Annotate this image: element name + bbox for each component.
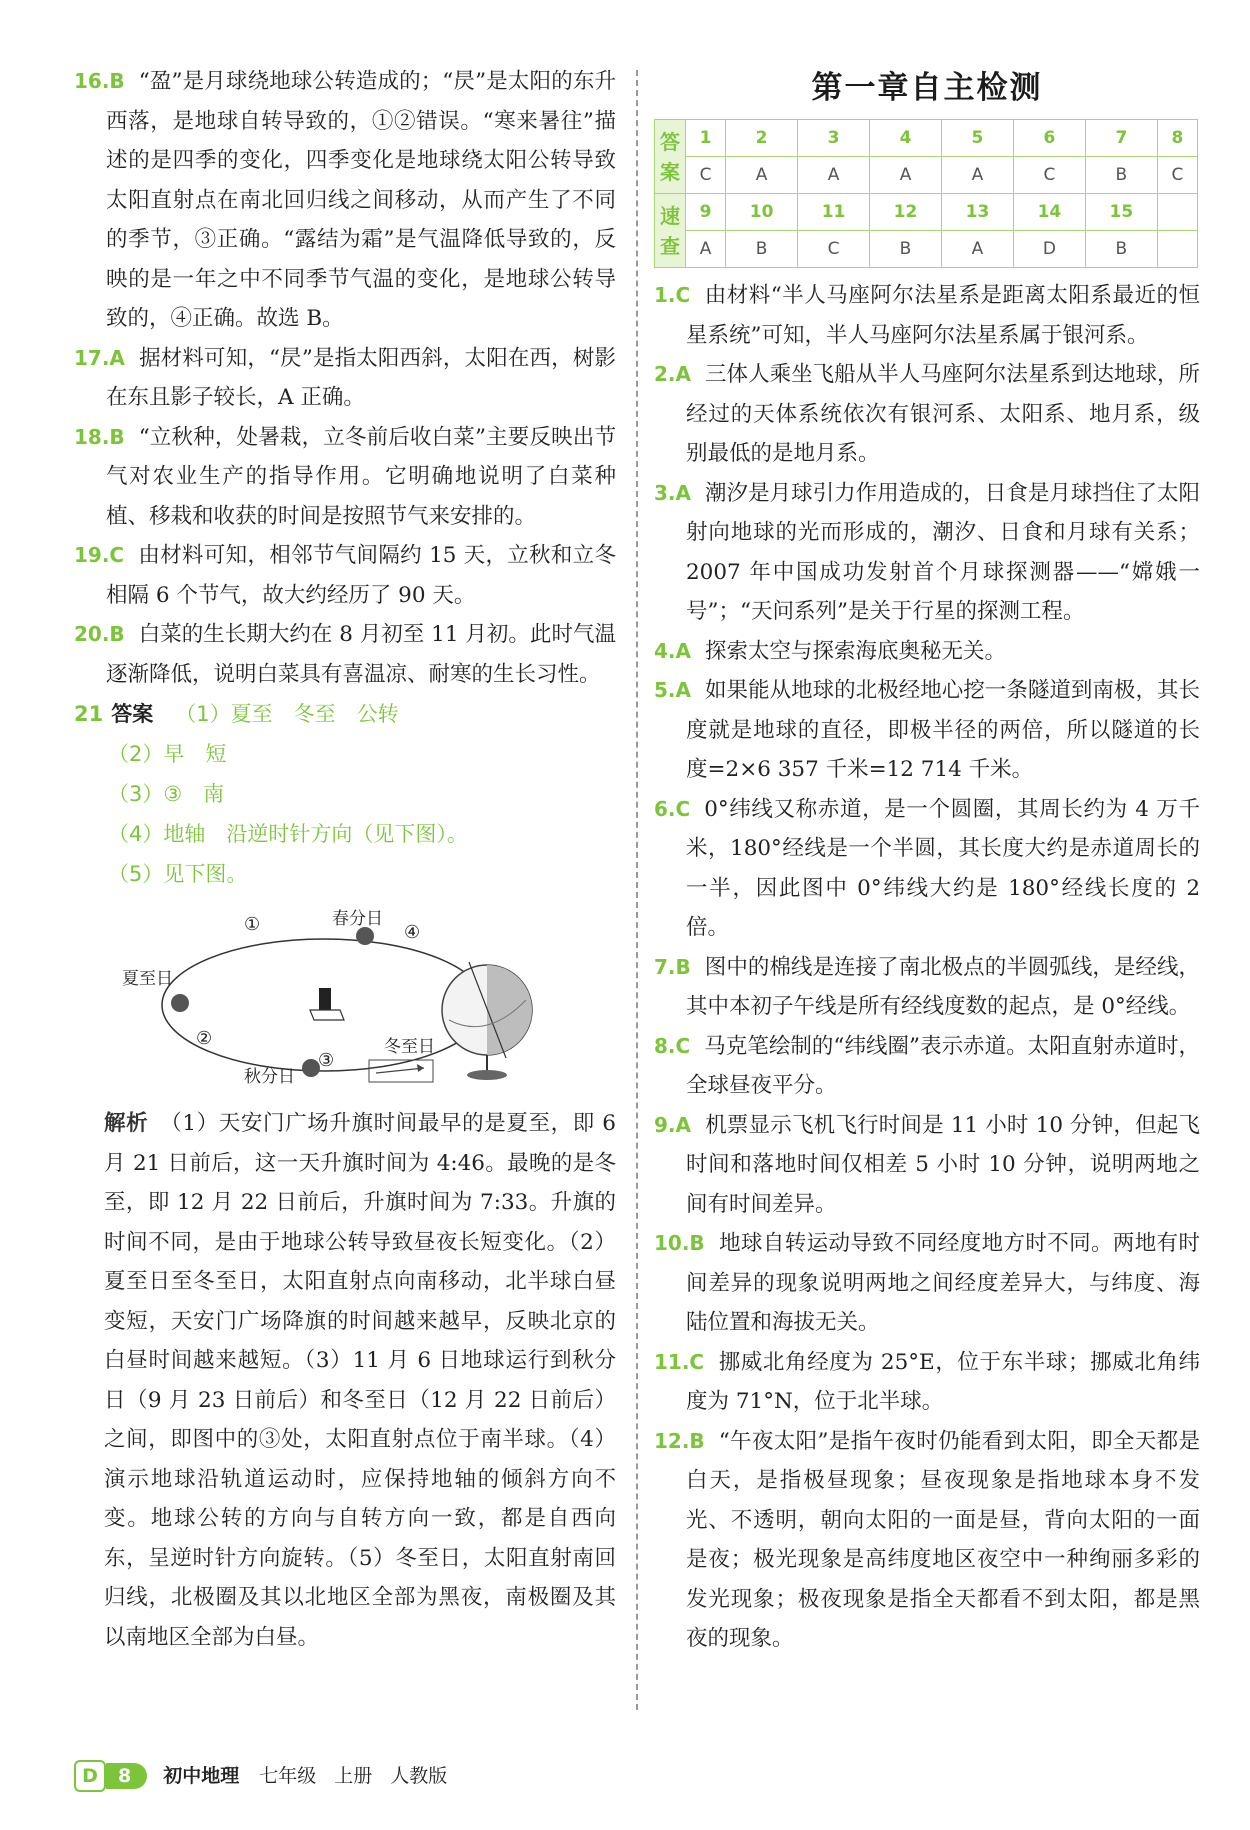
q-num: 5 <box>941 120 1013 157</box>
q-num: 15 <box>1085 194 1157 231</box>
q-num: 6 <box>1013 120 1085 157</box>
analysis-21: 解析 （1）天安门广场升旗时间最早的是夏至，即 6 月 21 日前后，这一天升旗时间为 4:46。最晚的是冬至，即 12 月 22 日前后，升旗时间为 7:33。升旗的时间不同，是由于地球公转导致昼夜长短变化。（2）夏至日至冬至日，太阳直射点向南移动，北半球白昼变短，天安门广场降旗的时间越来越早，反映北京的白昼时间越来越短。（3）11 月 6 日地球运行到秋分日（9 月 23 日前后）和冬至日（12 月 22 日前后）之间，即图中的③处，太阳直射点位于南半球。（4）演示地球沿轨道运动时，应保持地轴的倾斜方向不变。地球公转的方向与自转方向一致，都是自西向东，呈逆时针方向旋转。（5）冬至日，太阳直射南回归线，北极圈及其以北地区全部为黑夜，南极圈及其以南地区全部为白昼。 <box>104 1111 616 1650</box>
q-num: 3 <box>798 120 870 157</box>
footer-volume: 上册 <box>334 1765 373 1787</box>
q-num: 10 <box>726 194 798 231</box>
footer-grade: 七年级 <box>259 1765 317 1787</box>
answer-3: 3.A 潮汐是月球引力作用造成的，日食是月球挡住了太阳射向地球的光而形成的，潮汐、日食和月球有关系；2007 年中国成功发射首个月球探测器——“嫦娥一号”；“天问系列”是关于行星的探测工程。 <box>654 480 1200 624</box>
q-num: 1 <box>686 120 726 157</box>
q-num: 4 <box>870 120 942 157</box>
quick-side-label: 速 查 <box>655 194 686 268</box>
page-footer <box>74 1760 465 1792</box>
sun-base <box>310 1010 344 1020</box>
answer-12: 12.B “午夜太阳”是指午夜时仍能看到太阳，即全天都是白天，是指极昼现象；昼夜现象是指地球本身不发光、不透明，朝向太阳的一面是昼，背向太阳的一面是夜；极光现象是高纬度地区夜空中一种绚丽多彩的发光现象；极夜现象是指全天都看不到太阳，都是黑夜的现象。 <box>654 1428 1200 1651</box>
earth-spring <box>356 927 374 945</box>
answer-16: 16.B “盈”是月球绕地球公转造成的；“昃”是太阳的东升西落，是地球自转导致的，①②错误。“寒来暑往”描述的是四季的变化，四季变化是地球绕太阳公转导致太阳直射点在南北回归线之间移动，从而产生了不同的季节，③正确。“露结为霜”是气温降低导致的，反映的是一年之中不同季节气温的变化，是地球公转导致的，④正确。故选 B。 <box>74 69 616 331</box>
answer-17: 17.A 据材料可知，“昃”是指太阳西斜，太阳在西，树影在东且影子较长，A 正确。 <box>74 345 616 410</box>
sun-model <box>319 988 331 1010</box>
section-title: 第一章自主检测 <box>811 70 1043 106</box>
mark-2: ② <box>196 1028 213 1049</box>
answer-18: 18.B “立秋种，处暑栽，立冬前后收白菜”主要反映出节气对农业生产的指导作用。它明确地说明了白菜种植、移栽和收获的时间是按照节气来安排的。 <box>74 424 616 529</box>
q-answer: B <box>726 231 798 268</box>
answer-9: 9.A 机票显示飞机飞行时间是 11 小时 10 分钟，但起飞时间和落地时间仅相差 5 小时 10 分钟，说明两地之间有时间差异。 <box>654 1112 1200 1217</box>
q-answer: B <box>870 231 942 268</box>
label-spring: 春分日 <box>332 909 383 929</box>
q-answer <box>1157 231 1197 268</box>
answer-quick-table <box>654 119 1198 268</box>
answer-11: 11.C 挪威北角经度为 25°E，位于东半球；挪威北角纬度为 71°N，位于北半球。 <box>654 1349 1200 1414</box>
mark-1: ① <box>244 914 261 935</box>
earth-summer <box>171 994 189 1012</box>
q-num: 9 <box>686 194 726 231</box>
answer-1: 1.C 由材料“半人马座阿尔法星系是距离太阳系最近的恒星系统”可知，半人马座阿尔法星系属于银河系。 <box>654 283 1200 348</box>
orbit-svg <box>74 900 616 1100</box>
edition-badge: D <box>74 1760 106 1792</box>
answer-7: 7.B 图中的棉线是连接了南北极点的半圆弧线，是经线，其中本初子午线是所有经线度数的起点，是 0°经线。 <box>654 954 1200 1019</box>
answer-19: 19.C 由材料可知，相邻节气间隔约 15 天，立秋和立冬相隔 6 个节气，故大约经历了 90 天。 <box>74 543 616 608</box>
q-answer: B <box>1085 231 1157 268</box>
footer-subject: 初中地理 <box>163 1765 240 1787</box>
page-number: 8 <box>106 1763 147 1789</box>
mark-3: ③ <box>318 1050 335 1071</box>
mark-4: ④ <box>404 922 421 943</box>
q-num: 8 <box>1157 120 1197 157</box>
q-answer: A <box>941 157 1013 194</box>
q-num: 14 <box>1013 194 1085 231</box>
column-divider <box>636 70 638 1710</box>
right-column <box>654 62 1200 1659</box>
q-answer: A <box>798 157 870 194</box>
answer-21-line: （5）见下图。 <box>108 862 248 886</box>
q-num: 12 <box>870 194 942 231</box>
answer-21-line: （4）地轴 沿逆时针方向（见下图）。 <box>108 822 468 846</box>
answer-2: 2.A 三体人乘坐飞船从半人马座阿尔法星系到达地球，所经过的天体系统依次有银河系、太阳系、地月系，级别最低的是地月系。 <box>654 362 1200 466</box>
q-num: 11 <box>798 194 870 231</box>
earth-orbit-diagram <box>74 900 616 1100</box>
q-answer: A <box>726 157 798 194</box>
label-summer: 夏至日 <box>122 969 173 989</box>
q-num: 13 <box>941 194 1013 231</box>
answer-20: 20.B 白菜的生长期大约在 8 月初至 11 月初。此时气温逐渐降低，说明白菜具有喜温凉、耐寒的生长习性。 <box>74 622 616 687</box>
answer-4: 4.A 探索太空与探索海底奥秘无关。 <box>654 638 1007 664</box>
q-answer: C <box>798 231 870 268</box>
q-answer: B <box>1085 157 1157 194</box>
answer-10: 10.B 地球自转运动导致不同经度地方时不同。两地有时间差异的现象说明两地之间经度差异大，与纬度、海陆位置和海拔无关。 <box>654 1231 1200 1335</box>
q-answer: C <box>1157 157 1197 194</box>
label-autumn: 秋分日 <box>244 1067 295 1087</box>
q-answer: C <box>1013 157 1085 194</box>
left-column <box>74 62 616 1657</box>
q-num: 2 <box>726 120 798 157</box>
q-answer: A <box>870 157 942 194</box>
answer-21-head: 21 答案 （1）夏至 冬至 公转 <box>74 702 399 726</box>
answer-6: 6.C 0°纬线又称赤道，是一个圆圈，其周长约为 4 万千米，180°经线是一个半圆，其长度大约是赤道周长的一半，因此图中 0°纬线大约是 180°经线长度的 2 倍。 <box>654 796 1200 940</box>
label-winter: 冬至日 <box>384 1037 435 1057</box>
footer-edition: 人教版 <box>390 1765 448 1787</box>
answer-5: 5.A 如果能从地球的北极经地心挖一条隧道到南极，其长度就是地球的直径，即极半径的两倍，所以隧道的长度=2×6 357 千米=12 714 千米。 <box>654 678 1200 782</box>
answer-8: 8.C 马克笔绘制的“纬线圈”表示赤道。太阳直射赤道时，全球昼夜平分。 <box>654 1033 1200 1098</box>
q-num: 7 <box>1085 120 1157 157</box>
q-num <box>1157 194 1197 231</box>
q-answer: A <box>941 231 1013 268</box>
q-answer: D <box>1013 231 1085 268</box>
quick-side-label: 答 案 <box>655 120 686 194</box>
q-answer: C <box>686 157 726 194</box>
answer-21-line: （3）③ 南 <box>108 782 225 806</box>
q-answer: A <box>686 231 726 268</box>
answer-21-line: （2）早 短 <box>108 742 227 766</box>
